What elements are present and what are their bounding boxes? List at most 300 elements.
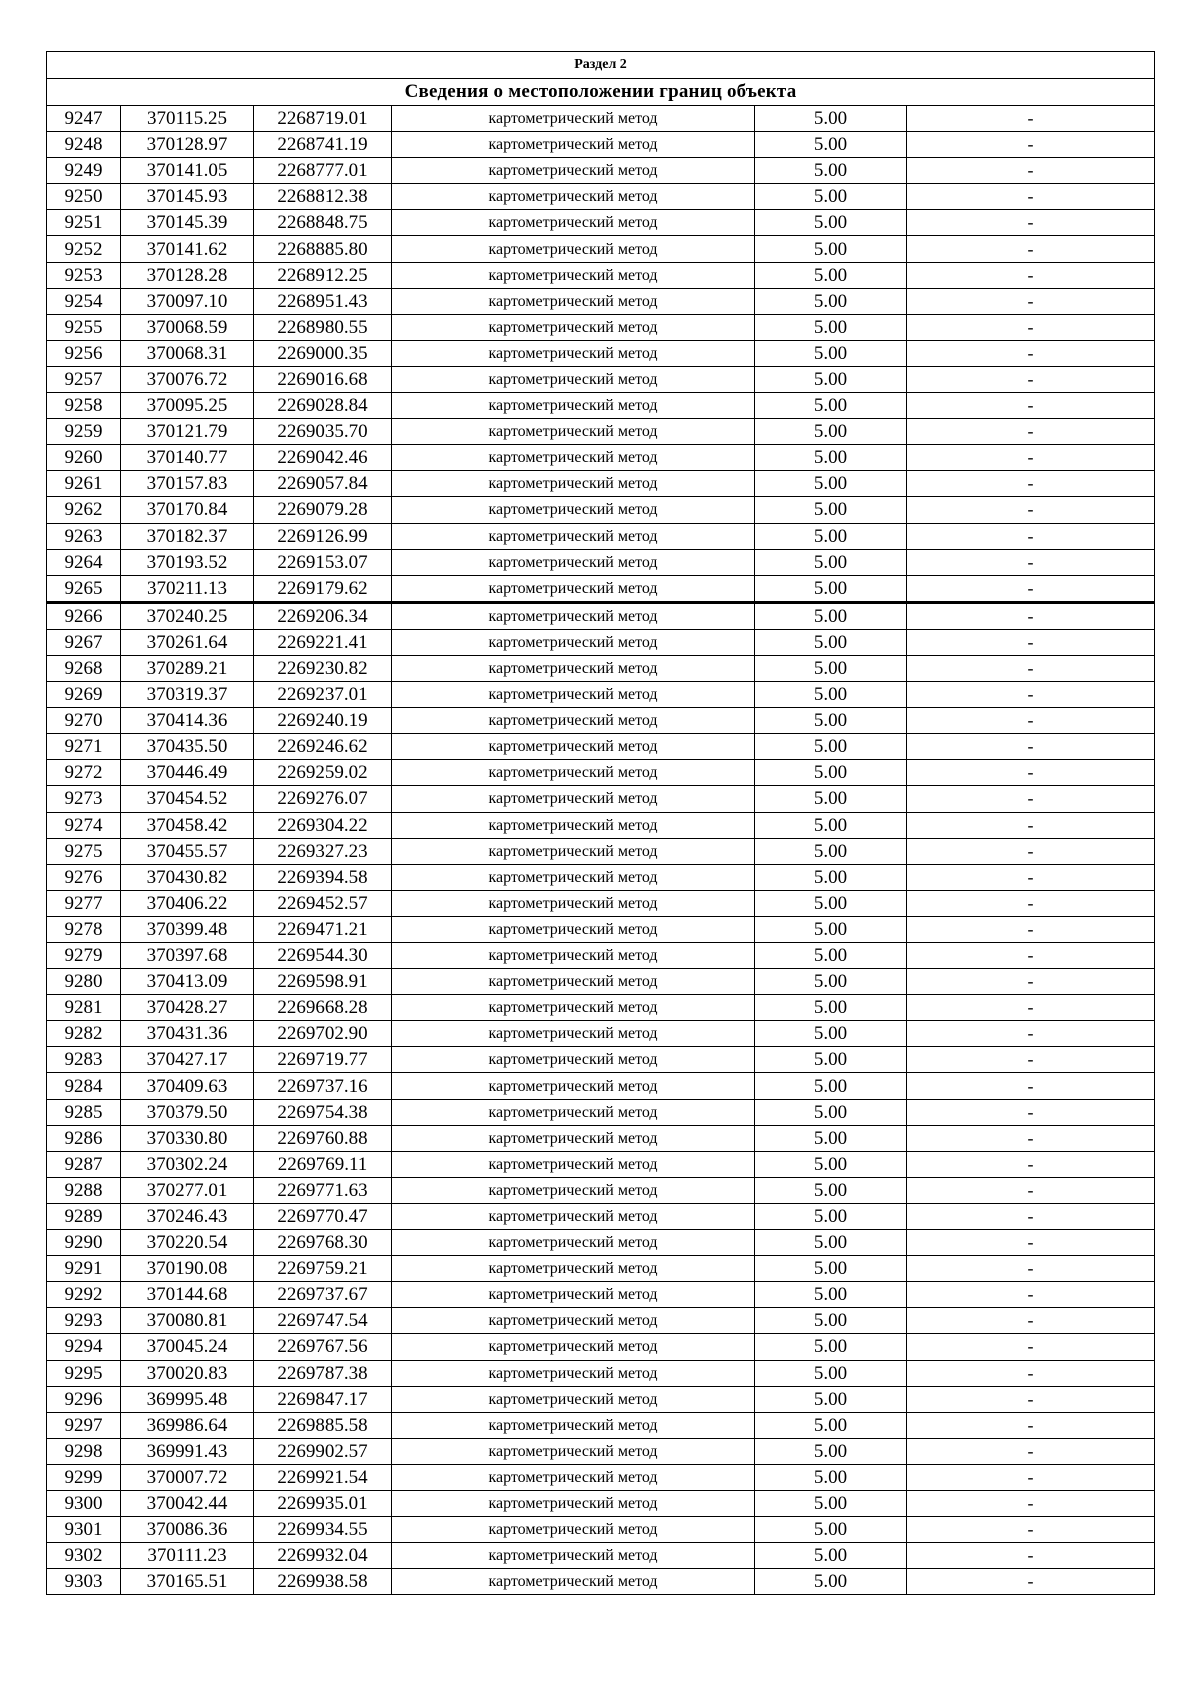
y-coordinate: 2269452.57: [254, 890, 392, 916]
description-value: -: [907, 340, 1155, 366]
description-value: -: [907, 497, 1155, 523]
determination-method: картометрический метод: [392, 340, 755, 366]
table-row: [47, 916, 1155, 942]
table-row: [47, 236, 1155, 262]
description-value: -: [907, 916, 1155, 942]
determination-method: картометрический метод: [392, 393, 755, 419]
determination-method: картометрический метод: [392, 497, 755, 523]
table-row: [47, 1151, 1155, 1177]
table-row: [47, 184, 1155, 210]
point-number: 9269: [47, 682, 121, 708]
table-row: [47, 1386, 1155, 1412]
x-coordinate: 370319.37: [121, 682, 254, 708]
x-coordinate: 370414.36: [121, 708, 254, 734]
accuracy-value: 5.00: [755, 575, 907, 602]
table-row: [47, 890, 1155, 916]
table-row: [47, 1438, 1155, 1464]
accuracy-value: 5.00: [755, 1125, 907, 1151]
table-row: [47, 1282, 1155, 1308]
determination-method: картометрический метод: [392, 445, 755, 471]
table-row: [47, 419, 1155, 445]
x-coordinate: 370261.64: [121, 629, 254, 655]
accuracy-value: 5.00: [755, 132, 907, 158]
description-value: -: [907, 1569, 1155, 1595]
point-number: 9283: [47, 1047, 121, 1073]
x-coordinate: 370406.22: [121, 890, 254, 916]
determination-method: картометрический метод: [392, 1099, 755, 1125]
description-value: -: [907, 366, 1155, 392]
determination-method: картометрический метод: [392, 1073, 755, 1099]
x-coordinate: 370431.36: [121, 1021, 254, 1047]
description-value: -: [907, 1386, 1155, 1412]
table-row: [47, 523, 1155, 549]
accuracy-value: 5.00: [755, 602, 907, 629]
description-value: -: [907, 1334, 1155, 1360]
table-row: [47, 549, 1155, 575]
x-coordinate: 370141.62: [121, 236, 254, 262]
description-value: -: [907, 890, 1155, 916]
table-row: [47, 1517, 1155, 1543]
point-number: 9254: [47, 288, 121, 314]
point-number: 9301: [47, 1517, 121, 1543]
y-coordinate: 2269153.07: [254, 549, 392, 575]
x-coordinate: 370170.84: [121, 497, 254, 523]
y-coordinate: 2269747.54: [254, 1308, 392, 1334]
point-number: 9265: [47, 575, 121, 602]
y-coordinate: 2269938.58: [254, 1569, 392, 1595]
accuracy-value: 5.00: [755, 1308, 907, 1334]
point-number: 9257: [47, 366, 121, 392]
x-coordinate: 370141.05: [121, 158, 254, 184]
x-coordinate: 370435.50: [121, 734, 254, 760]
y-coordinate: 2269016.68: [254, 366, 392, 392]
table-row: [47, 158, 1155, 184]
description-value: -: [907, 393, 1155, 419]
determination-method: картометрический метод: [392, 1230, 755, 1256]
table-row: [47, 1099, 1155, 1125]
accuracy-value: 5.00: [755, 393, 907, 419]
accuracy-value: 5.00: [755, 1464, 907, 1490]
accuracy-value: 5.00: [755, 969, 907, 995]
y-coordinate: 2269237.01: [254, 682, 392, 708]
y-coordinate: 2269394.58: [254, 864, 392, 890]
table-row: [47, 734, 1155, 760]
point-number: 9287: [47, 1151, 121, 1177]
accuracy-value: 5.00: [755, 760, 907, 786]
accuracy-value: 5.00: [755, 995, 907, 1021]
accuracy-value: 5.00: [755, 210, 907, 236]
x-coordinate: 370458.42: [121, 812, 254, 838]
table-row: [47, 864, 1155, 890]
y-coordinate: 2269754.38: [254, 1099, 392, 1125]
accuracy-value: 5.00: [755, 812, 907, 838]
table-row: [47, 708, 1155, 734]
table-row: [47, 445, 1155, 471]
x-coordinate: 370145.93: [121, 184, 254, 210]
table-row: [47, 995, 1155, 1021]
accuracy-value: 5.00: [755, 629, 907, 655]
point-number: 9297: [47, 1412, 121, 1438]
accuracy-value: 5.00: [755, 1412, 907, 1438]
table-row: [47, 629, 1155, 655]
table-row: [47, 314, 1155, 340]
accuracy-value: 5.00: [755, 890, 907, 916]
accuracy-value: 5.00: [755, 864, 907, 890]
description-value: -: [907, 1230, 1155, 1256]
description-value: -: [907, 943, 1155, 969]
table-row: [47, 262, 1155, 288]
accuracy-value: 5.00: [755, 943, 907, 969]
determination-method: картометрический метод: [392, 602, 755, 629]
accuracy-value: 5.00: [755, 1438, 907, 1464]
accuracy-value: 5.00: [755, 106, 907, 132]
x-coordinate: 370409.63: [121, 1073, 254, 1099]
determination-method: картометрический метод: [392, 1517, 755, 1543]
section-subtitle-row: [47, 79, 1155, 106]
point-number: 9296: [47, 1386, 121, 1412]
y-coordinate: 2269771.63: [254, 1177, 392, 1203]
y-coordinate: 2269737.16: [254, 1073, 392, 1099]
description-value: -: [907, 1412, 1155, 1438]
x-coordinate: 370428.27: [121, 995, 254, 1021]
y-coordinate: 2269057.84: [254, 471, 392, 497]
description-value: -: [907, 1177, 1155, 1203]
point-number: 9280: [47, 969, 121, 995]
description-value: -: [907, 184, 1155, 210]
y-coordinate: 2269042.46: [254, 445, 392, 471]
determination-method: картометрический метод: [392, 1021, 755, 1047]
accuracy-value: 5.00: [755, 1543, 907, 1569]
description-value: -: [907, 1282, 1155, 1308]
determination-method: картометрический метод: [392, 995, 755, 1021]
determination-method: картометрический метод: [392, 1490, 755, 1516]
determination-method: картометрический метод: [392, 523, 755, 549]
determination-method: картометрический метод: [392, 969, 755, 995]
determination-method: картометрический метод: [392, 1282, 755, 1308]
determination-method: картометрический метод: [392, 236, 755, 262]
description-value: -: [907, 1490, 1155, 1516]
point-number: 9284: [47, 1073, 121, 1099]
x-coordinate: 369991.43: [121, 1438, 254, 1464]
table-row: [47, 210, 1155, 236]
x-coordinate: 370193.52: [121, 549, 254, 575]
y-coordinate: 2269668.28: [254, 995, 392, 1021]
accuracy-value: 5.00: [755, 549, 907, 575]
point-number: 9289: [47, 1203, 121, 1229]
x-coordinate: 370455.57: [121, 838, 254, 864]
y-coordinate: 2269767.56: [254, 1334, 392, 1360]
accuracy-value: 5.00: [755, 1360, 907, 1386]
x-coordinate: 370068.59: [121, 314, 254, 340]
point-number: 9270: [47, 708, 121, 734]
determination-method: картометрический метод: [392, 760, 755, 786]
point-number: 9251: [47, 210, 121, 236]
point-number: 9288: [47, 1177, 121, 1203]
description-value: -: [907, 1256, 1155, 1282]
accuracy-value: 5.00: [755, 1177, 907, 1203]
point-number: 9292: [47, 1282, 121, 1308]
determination-method: картометрический метод: [392, 1125, 755, 1151]
point-number: 9250: [47, 184, 121, 210]
accuracy-value: 5.00: [755, 1490, 907, 1516]
y-coordinate: 2269934.55: [254, 1517, 392, 1543]
table-row: [47, 1125, 1155, 1151]
point-number: 9279: [47, 943, 121, 969]
y-coordinate: 2269769.11: [254, 1151, 392, 1177]
description-value: -: [907, 549, 1155, 575]
y-coordinate: 2269770.47: [254, 1203, 392, 1229]
point-number: 9271: [47, 734, 121, 760]
description-value: -: [907, 1125, 1155, 1151]
section-label: Раздел 2: [47, 52, 1155, 79]
accuracy-value: 5.00: [755, 734, 907, 760]
table-row: [47, 602, 1155, 629]
determination-method: картометрический метод: [392, 1203, 755, 1229]
y-coordinate: 2269787.38: [254, 1360, 392, 1386]
accuracy-value: 5.00: [755, 655, 907, 681]
y-coordinate: 2269179.62: [254, 575, 392, 602]
table-row: [47, 471, 1155, 497]
x-coordinate: 370086.36: [121, 1517, 254, 1543]
table-row: [47, 838, 1155, 864]
description-value: -: [907, 1073, 1155, 1099]
table-row: [47, 1490, 1155, 1516]
y-coordinate: 2269276.07: [254, 786, 392, 812]
table-row: [47, 366, 1155, 392]
point-number: 9281: [47, 995, 121, 1021]
accuracy-value: 5.00: [755, 340, 907, 366]
accuracy-value: 5.00: [755, 786, 907, 812]
determination-method: картометрический метод: [392, 158, 755, 184]
point-number: 9277: [47, 890, 121, 916]
accuracy-value: 5.00: [755, 1151, 907, 1177]
y-coordinate: 2268719.01: [254, 106, 392, 132]
point-number: 9282: [47, 1021, 121, 1047]
description-value: -: [907, 1047, 1155, 1073]
table-row: [47, 1230, 1155, 1256]
point-number: 9256: [47, 340, 121, 366]
y-coordinate: 2269885.58: [254, 1412, 392, 1438]
y-coordinate: 2269902.57: [254, 1438, 392, 1464]
point-number: 9273: [47, 786, 121, 812]
determination-method: картометрический метод: [392, 314, 755, 340]
accuracy-value: 5.00: [755, 1517, 907, 1543]
accuracy-value: 5.00: [755, 1047, 907, 1073]
determination-method: картометрический метод: [392, 812, 755, 838]
determination-method: картометрический метод: [392, 288, 755, 314]
point-number: 9264: [47, 549, 121, 575]
point-number: 9255: [47, 314, 121, 340]
description-value: -: [907, 445, 1155, 471]
accuracy-value: 5.00: [755, 1256, 907, 1282]
x-coordinate: 370302.24: [121, 1151, 254, 1177]
accuracy-value: 5.00: [755, 523, 907, 549]
y-coordinate: 2269240.19: [254, 708, 392, 734]
y-coordinate: 2269206.34: [254, 602, 392, 629]
point-number: 9262: [47, 497, 121, 523]
table-row: [47, 1203, 1155, 1229]
section-header-row: [47, 52, 1155, 79]
table-row: [47, 1308, 1155, 1334]
y-coordinate: 2269759.21: [254, 1256, 392, 1282]
y-coordinate: 2269768.30: [254, 1230, 392, 1256]
table-row: [47, 1412, 1155, 1438]
y-coordinate: 2269000.35: [254, 340, 392, 366]
description-value: -: [907, 1021, 1155, 1047]
point-number: 9303: [47, 1569, 121, 1595]
point-number: 9278: [47, 916, 121, 942]
description-value: -: [907, 1360, 1155, 1386]
description-value: -: [907, 314, 1155, 340]
section-subtitle: Сведения о местоположении границ объекта: [47, 79, 1155, 106]
table-row: [47, 288, 1155, 314]
x-coordinate: 370080.81: [121, 1308, 254, 1334]
y-coordinate: 2268980.55: [254, 314, 392, 340]
determination-method: картометрический метод: [392, 1151, 755, 1177]
accuracy-value: 5.00: [755, 445, 907, 471]
description-value: -: [907, 523, 1155, 549]
determination-method: картометрический метод: [392, 838, 755, 864]
description-value: -: [907, 838, 1155, 864]
y-coordinate: 2269737.67: [254, 1282, 392, 1308]
x-coordinate: 370211.13: [121, 575, 254, 602]
determination-method: картометрический метод: [392, 864, 755, 890]
x-coordinate: 370095.25: [121, 393, 254, 419]
determination-method: картометрический метод: [392, 1360, 755, 1386]
y-coordinate: 2268848.75: [254, 210, 392, 236]
table-row: [47, 786, 1155, 812]
table-row: [47, 575, 1155, 602]
description-value: -: [907, 471, 1155, 497]
accuracy-value: 5.00: [755, 1282, 907, 1308]
accuracy-value: 5.00: [755, 1334, 907, 1360]
x-coordinate: 370115.25: [121, 106, 254, 132]
y-coordinate: 2269259.02: [254, 760, 392, 786]
table-row: [47, 1464, 1155, 1490]
description-value: -: [907, 132, 1155, 158]
accuracy-value: 5.00: [755, 288, 907, 314]
x-coordinate: 370397.68: [121, 943, 254, 969]
point-number: 9300: [47, 1490, 121, 1516]
description-value: -: [907, 1438, 1155, 1464]
description-value: -: [907, 995, 1155, 1021]
table-row: [47, 132, 1155, 158]
description-value: -: [907, 969, 1155, 995]
point-number: 9260: [47, 445, 121, 471]
x-coordinate: 370144.68: [121, 1282, 254, 1308]
accuracy-value: 5.00: [755, 1386, 907, 1412]
table-row: [47, 1360, 1155, 1386]
accuracy-value: 5.00: [755, 682, 907, 708]
x-coordinate: 369986.64: [121, 1412, 254, 1438]
y-coordinate: 2269079.28: [254, 497, 392, 523]
accuracy-value: 5.00: [755, 838, 907, 864]
point-number: 9247: [47, 106, 121, 132]
x-coordinate: 370157.83: [121, 471, 254, 497]
determination-method: картометрический метод: [392, 655, 755, 681]
accuracy-value: 5.00: [755, 236, 907, 262]
x-coordinate: 369995.48: [121, 1386, 254, 1412]
determination-method: картометрический метод: [392, 106, 755, 132]
accuracy-value: 5.00: [755, 471, 907, 497]
x-coordinate: 370413.09: [121, 969, 254, 995]
y-coordinate: 2269221.41: [254, 629, 392, 655]
description-value: -: [907, 1308, 1155, 1334]
accuracy-value: 5.00: [755, 1569, 907, 1595]
determination-method: картометрический метод: [392, 708, 755, 734]
accuracy-value: 5.00: [755, 314, 907, 340]
x-coordinate: 370427.17: [121, 1047, 254, 1073]
determination-method: картометрический метод: [392, 419, 755, 445]
point-number: 9286: [47, 1125, 121, 1151]
point-number: 9285: [47, 1099, 121, 1125]
x-coordinate: 370246.43: [121, 1203, 254, 1229]
determination-method: картометрический метод: [392, 890, 755, 916]
point-number: 9258: [47, 393, 121, 419]
x-coordinate: 370045.24: [121, 1334, 254, 1360]
x-coordinate: 370240.25: [121, 602, 254, 629]
description-value: -: [907, 760, 1155, 786]
x-coordinate: 370430.82: [121, 864, 254, 890]
point-number: 9259: [47, 419, 121, 445]
x-coordinate: 370020.83: [121, 1360, 254, 1386]
table-row: [47, 1021, 1155, 1047]
x-coordinate: 370128.97: [121, 132, 254, 158]
y-coordinate: 2269246.62: [254, 734, 392, 760]
x-coordinate: 370379.50: [121, 1099, 254, 1125]
description-value: -: [907, 734, 1155, 760]
x-coordinate: 370190.08: [121, 1256, 254, 1282]
description-value: -: [907, 419, 1155, 445]
description-value: -: [907, 629, 1155, 655]
point-number: 9268: [47, 655, 121, 681]
description-value: -: [907, 655, 1155, 681]
y-coordinate: 2269126.99: [254, 523, 392, 549]
x-coordinate: 370165.51: [121, 1569, 254, 1595]
point-number: 9266: [47, 602, 121, 629]
determination-method: картометрический метод: [392, 1308, 755, 1334]
table-row: [47, 1569, 1155, 1595]
table-row: [47, 1047, 1155, 1073]
y-coordinate: 2269304.22: [254, 812, 392, 838]
determination-method: картометрический метод: [392, 943, 755, 969]
y-coordinate: 2269847.17: [254, 1386, 392, 1412]
description-value: -: [907, 1517, 1155, 1543]
x-coordinate: 370121.79: [121, 419, 254, 445]
y-coordinate: 2268777.01: [254, 158, 392, 184]
determination-method: картометрический метод: [392, 1256, 755, 1282]
x-coordinate: 370007.72: [121, 1464, 254, 1490]
determination-method: картометрический метод: [392, 1464, 755, 1490]
point-number: 9298: [47, 1438, 121, 1464]
point-number: 9294: [47, 1334, 121, 1360]
accuracy-value: 5.00: [755, 1099, 907, 1125]
accuracy-value: 5.00: [755, 366, 907, 392]
point-number: 9293: [47, 1308, 121, 1334]
point-number: 9275: [47, 838, 121, 864]
determination-method: картометрический метод: [392, 366, 755, 392]
y-coordinate: 2268885.80: [254, 236, 392, 262]
determination-method: картометрический метод: [392, 262, 755, 288]
table-row: [47, 340, 1155, 366]
y-coordinate: 2268741.19: [254, 132, 392, 158]
table-row: [47, 1073, 1155, 1099]
determination-method: картометрический метод: [392, 549, 755, 575]
accuracy-value: 5.00: [755, 1021, 907, 1047]
determination-method: картометрический метод: [392, 916, 755, 942]
table-row: [47, 1543, 1155, 1569]
point-number: 9253: [47, 262, 121, 288]
